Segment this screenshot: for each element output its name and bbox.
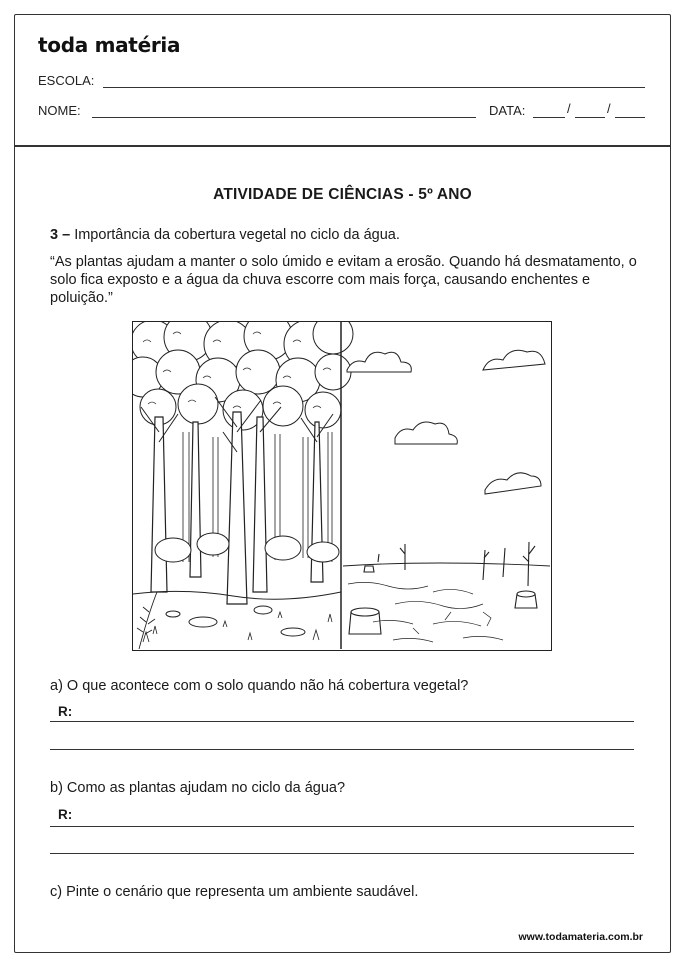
date-month-field[interactable]	[575, 117, 605, 118]
brand-logo: toda matéria	[38, 33, 181, 57]
date-year-field[interactable]	[615, 117, 645, 118]
school-label: ESCOLA:	[38, 73, 95, 88]
activity-title: ATIVIDADE DE CIÊNCIAS - 5º ANO	[213, 186, 472, 203]
deforested-scene	[343, 350, 550, 642]
answer-b-line-2[interactable]	[50, 853, 634, 854]
date-separator: /	[607, 101, 611, 116]
forest-scene	[133, 322, 353, 649]
date-label: DATA:	[489, 103, 526, 118]
question-text: Importância da cobertura vegetal no ciclo da água.	[74, 227, 400, 243]
forest-vs-deforestation-illustration	[132, 321, 552, 651]
school-field[interactable]	[103, 87, 645, 88]
question-c: c) Pinte o cenário que representa um ambiente saudável.	[50, 884, 419, 900]
question-a: a) O que acontece com o solo quando não há cobertura vegetal?	[50, 678, 469, 694]
answer-b-line-1[interactable]	[50, 826, 634, 827]
quote-text: “As plantas ajudam a manter o solo úmido e evitam a erosão. Quando há desmatamento, o solo fica exposto e a água da chuva escorre com mais força, causando enchentes e poluição.”	[50, 254, 637, 306]
date-separator: /	[567, 101, 571, 116]
question-b: b) Como as plantas ajudam no ciclo da água?	[50, 780, 346, 796]
name-field[interactable]	[92, 117, 476, 118]
question-number: 3 –	[50, 227, 71, 243]
date-day-field[interactable]	[533, 117, 565, 118]
answer-b-label: R:	[58, 807, 73, 822]
answer-a-label: R:	[58, 704, 73, 719]
footer-url: www.todamateria.com.br	[518, 931, 643, 943]
answer-a-line-2[interactable]	[50, 749, 634, 750]
name-label: NOME:	[38, 103, 81, 118]
header-divider	[14, 145, 671, 147]
question-heading	[50, 227, 400, 243]
answer-a-line-1[interactable]	[50, 721, 634, 722]
